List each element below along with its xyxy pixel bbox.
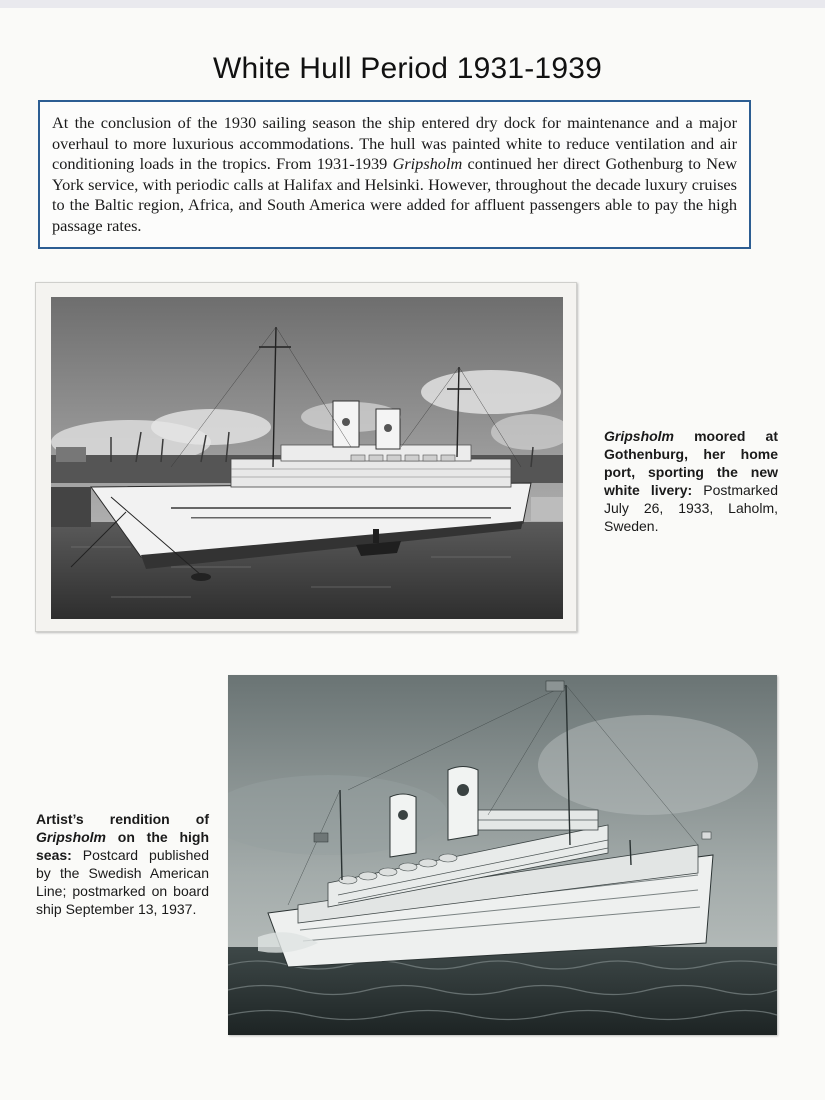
caption2-bold-text-1: Artist’s rendition of — [36, 811, 209, 827]
caption1-ship-name: Gripsholm — [604, 428, 675, 444]
top-strip — [0, 0, 825, 8]
page-title: White Hull Period 1931-1939 — [213, 52, 602, 85]
caption2-bold-text-2: on the high seas: — [36, 829, 209, 863]
caption2-plain-text: Postcard published by the Swedish American Line; postmarked on board ship September 13, 1937. — [36, 847, 209, 917]
harbour-photo-image — [51, 297, 563, 619]
harbour-photo-caption — [604, 427, 778, 535]
caption2-ship-name: Gripsholm — [36, 829, 107, 845]
harbour-photo-postcard — [35, 282, 577, 632]
artist-rendition-caption — [36, 810, 209, 918]
artist-rendition-image — [228, 675, 777, 1035]
intro-paragraph — [52, 113, 737, 236]
caption1-plain-text: Postmarked July 26, 1933, Laholm, Sweden. — [604, 482, 778, 534]
intro-text-start: At the conclusion of the 1930 sailing season the ship entered dry dock for maintenance and a major overhaul to more luxurious accommodations. The hull was painted white to reduce ventilation and air conditioning loads in the tropics. From 1931-1939 — [52, 113, 737, 173]
artist-rendition-postcard — [228, 675, 777, 1035]
intro-ship-name: Gripsholm — [392, 154, 463, 173]
caption1-bold-text: moored at Gothenburg, her home port, sporting the new white livery: — [604, 428, 778, 498]
intro-box — [38, 100, 751, 249]
intro-text-end: continued her direct Gothenburg to New York service, with periodic calls at Halifax and Helsinki. However, throughout the decade luxury cruises to the Baltic region, Africa, and South America were added for affluent passengers able to pay the high passage rates. — [52, 154, 737, 235]
